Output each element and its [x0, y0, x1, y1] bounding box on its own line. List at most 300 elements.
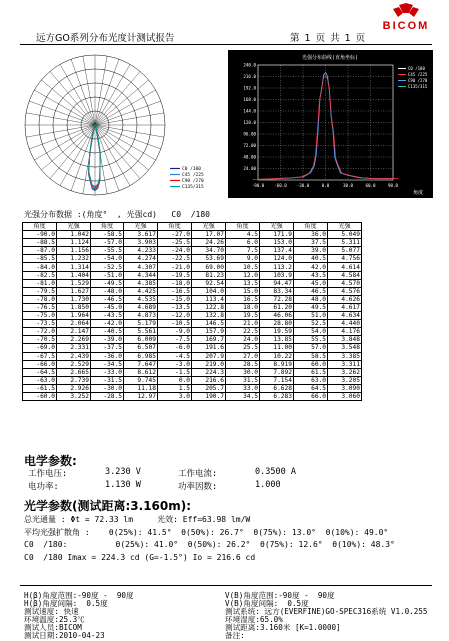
table-cell: 1.964	[57, 312, 91, 320]
table-cell: -19.5	[158, 271, 192, 279]
table-cell: -58.5	[91, 231, 124, 239]
rect-x-tick: -30.0	[296, 183, 310, 188]
table-cell: 4.689	[124, 303, 158, 311]
table-cell: -61.5	[23, 384, 57, 392]
table-cell: -9.0	[158, 328, 192, 336]
rect-y-tick: 144.0	[243, 108, 256, 114]
table-cell: 4.756	[328, 255, 362, 263]
table-cell: -22.5	[158, 255, 192, 263]
table-cell: 2.739	[57, 376, 91, 384]
table-cell: 224.3	[192, 368, 226, 376]
table-cell: 3.617	[124, 231, 158, 239]
table-cell: 52.5	[294, 320, 328, 328]
table-cell: 1.404	[57, 271, 91, 279]
table-cell: 30.0	[226, 368, 260, 376]
table-cell: 7.154	[260, 376, 294, 384]
rect-x-label: 角度	[412, 190, 424, 196]
table-cell: -75.0	[23, 312, 57, 320]
table-cell: 4.344	[124, 271, 158, 279]
table-header-cell: 角度	[226, 223, 260, 231]
table-cell: 1.627	[57, 287, 91, 295]
voltage-label: 工作电压:	[28, 469, 68, 479]
table-cell: 124.0	[260, 255, 294, 263]
table-row	[23, 336, 362, 344]
table-cell: 11.18	[124, 384, 158, 392]
table-cell: 4.535	[124, 295, 158, 303]
table-cell: -16.5	[158, 287, 192, 295]
table-row	[23, 239, 362, 247]
table-cell: 40.5	[294, 255, 328, 263]
table-cell: 9.745	[124, 376, 158, 384]
rect-y-tick: 168.0	[243, 97, 256, 102]
polar-legend-label: C135/315	[182, 185, 204, 190]
table-cell: 46.06	[260, 312, 294, 320]
table-cell: -70.5	[23, 336, 57, 344]
table-cell: 58.5	[294, 352, 328, 360]
table-cell: 83.34	[260, 287, 294, 295]
table-cell: 4.307	[124, 263, 158, 271]
footer-right-1: V(B)角度间隔: 0.5度	[225, 599, 309, 608]
table-cell: 2.147	[57, 328, 91, 336]
current-label: 工作电流:	[178, 469, 218, 479]
table-cell: 43.5	[294, 271, 328, 279]
footer-left-1: H(β)角度间隔: 0.5度	[24, 599, 108, 608]
table-cell: 55.5	[294, 336, 328, 344]
table-cell: 81.23	[192, 271, 226, 279]
table-cell: 207.9	[192, 352, 226, 360]
table-cell: 4.385	[124, 279, 158, 287]
rect-y-tick: 216.0	[243, 74, 256, 79]
table-cell: -48.0	[91, 287, 124, 295]
table-cell: 22.5	[226, 328, 260, 336]
rect-legend-label: C90 /270	[408, 78, 428, 83]
table-cell: -7.5	[158, 336, 192, 344]
table-row	[23, 295, 362, 303]
table-row	[23, 247, 362, 255]
table-cell: -24.0	[158, 247, 192, 255]
total-flux-line: 总光通量 : Φt = 72.33 lm 光效: Eff=63.98 lm/W	[24, 515, 251, 524]
table-cell: -54.0	[91, 255, 124, 263]
footer-divider	[20, 585, 432, 586]
table-cell: 94.47	[260, 279, 294, 287]
table-cell: 34.70	[192, 247, 226, 255]
table-cell: 7.647	[124, 360, 158, 368]
table-cell: 2.269	[57, 336, 91, 344]
table-cell: -49.5	[91, 279, 124, 287]
table-cell: -40.5	[91, 328, 124, 336]
table-cell: 2.926	[57, 384, 91, 392]
table-cell: -27.0	[158, 231, 192, 239]
table-cell: 28.80	[260, 320, 294, 328]
table-cell: 3.252	[57, 392, 91, 400]
table-cell: 6.507	[124, 344, 158, 352]
table-cell: -84.0	[23, 263, 57, 271]
footer-right-2: 测试系统: 远方(EVERFINE)GO-SPEC316系统 V1.0.255	[225, 607, 428, 616]
table-cell: -30.0	[91, 384, 124, 392]
table-cell: 28.5	[226, 360, 260, 368]
table-cell: 4.233	[124, 247, 158, 255]
table-cell: 169.7	[192, 336, 226, 344]
rect-chart-background	[228, 50, 433, 198]
polar-legend-label: C0 /180	[182, 167, 201, 172]
table-cell: -69.0	[23, 344, 57, 352]
table-header-cell: 光强	[192, 223, 226, 231]
rect-x-tick: 90.0	[387, 183, 399, 188]
table-cell: -79.5	[23, 287, 57, 295]
table-cell: 2.665	[57, 368, 91, 376]
table-cell: 66.0	[294, 392, 328, 400]
table-cell: 72.28	[260, 295, 294, 303]
table-row	[23, 231, 362, 239]
table-cell: 3.848	[328, 336, 362, 344]
rect-chart-title: 光强分布曲线(直角坐标)	[301, 55, 359, 61]
table-cell: 2.529	[57, 360, 91, 368]
table-cell: 1.5	[158, 384, 192, 392]
table-cell: 2.439	[57, 352, 91, 360]
table-cell: 137.4	[260, 247, 294, 255]
table-cell: 103.9	[260, 271, 294, 279]
table-cell: -87.0	[23, 247, 57, 255]
table-cell: 3.548	[328, 344, 362, 352]
table-cell: -6.0	[158, 344, 192, 352]
c0-beam-angle-line: C0 /180: θ(25%): 41.0° θ(50%): 26.2° θ(75%): 12.6° θ(10%): 48.3°	[24, 540, 395, 549]
table-cell: 2.331	[57, 344, 91, 352]
table-cell: 3.205	[328, 376, 362, 384]
table-cell: 51.0	[294, 312, 328, 320]
table-cell: 42.0	[294, 263, 328, 271]
table-row	[23, 263, 362, 271]
bicom-logo	[371, 3, 441, 31]
table-cell: 157.9	[192, 328, 226, 336]
table-cell: 104.0	[192, 287, 226, 295]
table-cell: 54.0	[294, 328, 328, 336]
rect-x-tick: -90.0	[251, 183, 265, 188]
table-cell: 11.00	[260, 344, 294, 352]
table-cell: 8.612	[124, 368, 158, 376]
table-cell: -45.0	[91, 303, 124, 311]
table-cell: 216.6	[192, 376, 226, 384]
table-cell: -81.0	[23, 279, 57, 287]
table-cell: 61.5	[294, 368, 328, 376]
optical-heading: 光学参数(测试距离:3.160m):	[24, 499, 192, 513]
rect-y-tick: 24.00	[243, 166, 256, 171]
table-cell: 19.5	[226, 312, 260, 320]
table-cell: -31.5	[91, 376, 124, 384]
table-header-cell: 角度	[158, 223, 192, 231]
table-cell: 4.576	[328, 287, 362, 295]
table-row	[23, 320, 362, 328]
table-cell: 19.59	[260, 328, 294, 336]
rect-x-tick: -60.0	[274, 183, 287, 188]
table-cell: 2.064	[57, 320, 91, 328]
table-cell: 10.22	[260, 352, 294, 360]
table-cell: 6.985	[124, 352, 158, 360]
table-cell: -78.0	[23, 295, 57, 303]
power-label: 电功率:	[28, 482, 59, 492]
table-cell: 46.5	[294, 287, 328, 295]
header-divider	[20, 44, 432, 45]
table-cell: 6.628	[260, 384, 294, 392]
table-cell: 4.873	[124, 312, 158, 320]
rect-legend-label: C45 /225	[408, 72, 428, 77]
table-cell: -52.5	[91, 263, 124, 271]
table-header-cell: 光强	[57, 223, 91, 231]
rect-y-tick: 72.00	[243, 143, 256, 148]
table-cell: 122.8	[192, 303, 226, 311]
table-cell: 48.0	[294, 295, 328, 303]
table-cell: 10.5	[226, 263, 260, 271]
table-cell: -82.5	[23, 271, 57, 279]
table-cell: 7.5	[226, 247, 260, 255]
page-number: 第 1 页 共 1 页	[290, 33, 367, 44]
table-cell: 21.0	[226, 320, 260, 328]
polar-legend-label: C45 /225	[182, 173, 204, 178]
table-cell: -15.0	[158, 295, 192, 303]
table-cell: 3.311	[328, 360, 362, 368]
table-cell: 1.529	[57, 279, 91, 287]
table-cell: 6.009	[124, 336, 158, 344]
table-cell: 3.903	[124, 239, 158, 247]
table-cell: 1.850	[57, 303, 91, 311]
table-cell: -39.0	[91, 336, 124, 344]
table-cell: 205.7	[192, 384, 226, 392]
table-header-row	[23, 223, 362, 231]
table-cell: 5.561	[124, 328, 158, 336]
table-cell: 5.049	[328, 231, 362, 239]
table-row	[23, 328, 362, 336]
table-cell: -36.0	[91, 352, 124, 360]
table-cell: -42.0	[91, 320, 124, 328]
table-cell: 13.85	[260, 336, 294, 344]
table-cell: 49.5	[294, 303, 328, 311]
table-cell: 18.0	[226, 303, 260, 311]
table-cell: 63.0	[294, 376, 328, 384]
avg-beam-angle-line: 平均光强扩散角 : θ(25%): 41.5° θ(50%): 26.7° θ(75%): 13.0° θ(10%): 49.0°	[24, 528, 389, 537]
table-header-cell: 光强	[260, 223, 294, 231]
table-cell: -76.5	[23, 303, 57, 311]
table-cell: 4.274	[124, 255, 158, 263]
table-cell: 1.156	[57, 247, 91, 255]
footer-right-0: V(B)角度范围:-90度 - 90度	[225, 591, 335, 600]
table-header-cell: 光强	[124, 223, 158, 231]
table-cell: 4.176	[328, 328, 362, 336]
table-cell: 113.4	[192, 295, 226, 303]
table-cell: -72.0	[23, 328, 57, 336]
table-cell: 6.0	[226, 239, 260, 247]
table-cell: 92.54	[192, 279, 226, 287]
table-cell: 9.0	[226, 255, 260, 263]
footer-left-2: 测试速度: 快速	[24, 607, 79, 616]
table-cell: -12.0	[158, 312, 192, 320]
table-cell: 60.0	[294, 360, 328, 368]
table-cell: 132.8	[192, 312, 226, 320]
footer-left-0: H(β)角度范围:-90度 - 90度	[24, 591, 134, 600]
table-cell: 4.634	[328, 312, 362, 320]
table-cell: 1.314	[57, 263, 91, 271]
rect-y-tick: 96.00	[243, 131, 256, 137]
table-cell: -43.5	[91, 312, 124, 320]
polar-legend	[170, 166, 204, 190]
table-cell: -57.0	[91, 239, 124, 247]
table-cell: 4.626	[328, 295, 362, 303]
table-cell: 5.311	[328, 239, 362, 247]
rect-y-tick: 192.0	[243, 85, 256, 91]
table-cell: 4.614	[328, 263, 362, 271]
table-cell: 3.060	[328, 392, 362, 400]
table-header-cell: 角度	[91, 223, 124, 231]
table-cell: 24.0	[226, 336, 260, 344]
table-cell: 15.0	[226, 287, 260, 295]
table-cell: 4.584	[328, 271, 362, 279]
table-cell: 12.0	[226, 271, 260, 279]
table-cell: 17.07	[192, 231, 226, 239]
table-cell: 5.077	[328, 247, 362, 255]
table-cell: 24.26	[192, 239, 226, 247]
table-cell: 36.0	[294, 231, 328, 239]
rect-legend-label: C135/315	[408, 84, 428, 89]
table-row	[23, 255, 362, 263]
table-row	[23, 360, 362, 368]
table-cell: -66.0	[23, 360, 57, 368]
rect-x-tick: 0.0	[321, 183, 330, 188]
svg-text:BICOM: BICOM	[382, 20, 430, 31]
table-cell: -1.5	[158, 368, 192, 376]
imax-line: C0 /180 Imax = 224.3 cd (G=-1.5°) Io = 216.6 cd	[24, 553, 256, 562]
table-cell: 31.5	[226, 376, 260, 384]
table-cell: 8.919	[260, 360, 294, 368]
table-cell: 5.179	[124, 320, 158, 328]
table-cell: 25.5	[226, 344, 260, 352]
table-cell: 171.9	[260, 231, 294, 239]
polar-intensity-chart	[20, 52, 220, 202]
table-row	[23, 376, 362, 384]
table-cell: 1.042	[57, 231, 91, 239]
table-cell: -73.5	[23, 320, 57, 328]
table-cell: 45.0	[294, 279, 328, 287]
table-cell: 39.0	[294, 247, 328, 255]
footer-left-5: 测试日期:2010-04-23	[24, 631, 105, 640]
table-row	[23, 392, 362, 400]
table-cell: 1.232	[57, 255, 91, 263]
electrical-heading: 电学参数:	[24, 454, 77, 468]
table-cell: -67.5	[23, 352, 57, 360]
table-cell: 191.6	[192, 344, 226, 352]
rect-intensity-chart	[228, 50, 433, 198]
table-cell: 4.440	[328, 320, 362, 328]
intensity-data-table	[22, 222, 362, 401]
table-cell: 69.00	[192, 263, 226, 271]
rect-y-tick: 120.0	[243, 120, 256, 125]
table-row	[23, 287, 362, 295]
table-cell: 3.0	[158, 392, 192, 400]
rect-x-tick: 30.0	[342, 183, 354, 188]
table-row	[23, 279, 362, 287]
table-cell: -90.0	[23, 231, 57, 239]
table-cell: 4.425	[124, 287, 158, 295]
table-cell: 34.5	[226, 392, 260, 400]
table-cell: 64.5	[294, 384, 328, 392]
table-cell: -18.0	[158, 279, 192, 287]
table-cell: -4.5	[158, 352, 192, 360]
voltage-value: 3.230 V	[105, 467, 141, 477]
table-row	[23, 352, 362, 360]
power-factor-label: 功率因数:	[178, 482, 218, 492]
rect-y-tick: 240.0	[243, 62, 256, 68]
table-cell: 113.2	[260, 263, 294, 271]
table-row	[23, 303, 362, 311]
table-row	[23, 384, 362, 392]
table-cell: -88.5	[23, 239, 57, 247]
rect-y-tick: 48.00	[243, 154, 256, 160]
table-cell: 1.124	[57, 239, 91, 247]
table-cell: 3.090	[328, 384, 362, 392]
table-cell: -64.5	[23, 368, 57, 376]
table-cell: -3.0	[158, 360, 192, 368]
table-cell: -34.5	[91, 360, 124, 368]
footer-left-4: 测试人员:BICOM	[24, 623, 82, 632]
table-cell: 13.5	[226, 279, 260, 287]
distribution-heading: 光强分布数据 :(角度° , 光强cd) C0 /180	[24, 210, 210, 219]
rect-x-tick: 60.0	[365, 183, 376, 188]
table-cell: 3.385	[328, 352, 362, 360]
table-cell: -21.0	[158, 263, 192, 271]
table-cell: 146.5	[192, 320, 226, 328]
table-cell: 6.283	[260, 392, 294, 400]
power-value: 1.130 W	[105, 480, 141, 490]
table-cell: 33.0	[226, 384, 260, 392]
table-cell: 12.97	[124, 392, 158, 400]
report-title: 远方GO系列分布光度计测试报告	[36, 33, 175, 44]
table-cell: 57.0	[294, 344, 328, 352]
table-cell: 27.0	[226, 352, 260, 360]
table-cell: 3.262	[328, 368, 362, 376]
table-cell: 1.730	[57, 295, 91, 303]
table-cell: 37.5	[294, 239, 328, 247]
table-header-cell: 角度	[23, 223, 57, 231]
table-cell: -33.0	[91, 368, 124, 376]
table-cell: 61.20	[260, 303, 294, 311]
table-cell: 153.0	[260, 239, 294, 247]
table-cell: -63.0	[23, 376, 57, 384]
table-cell: -10.5	[158, 320, 192, 328]
footer-right-4: 测试距离:3.160米 [K=1.0000]	[225, 623, 341, 632]
table-cell: -46.5	[91, 295, 124, 303]
table-cell: -28.5	[91, 392, 124, 400]
table-header-cell: 光强	[328, 223, 362, 231]
table-row	[23, 312, 362, 320]
table-cell: 219.0	[192, 360, 226, 368]
power-factor-value: 1.000	[255, 480, 281, 490]
table-row	[23, 368, 362, 376]
footer-right-5: 备注:	[225, 631, 245, 640]
table-cell: -13.5	[158, 303, 192, 311]
footer-right-3: 环境湿度:65.0%	[225, 615, 283, 624]
polar-legend-label: C90 /270	[182, 179, 204, 184]
rect-legend-label: C0 /180	[408, 66, 425, 71]
table-cell: 7.892	[260, 368, 294, 376]
current-value: 0.3500 A	[255, 467, 296, 477]
table-cell: 190.7	[192, 392, 226, 400]
table-cell: 0.0	[158, 376, 192, 384]
table-header-cell: 角度	[294, 223, 328, 231]
table-cell: -85.5	[23, 255, 57, 263]
table-cell: -55.5	[91, 247, 124, 255]
table-cell: -60.0	[23, 392, 57, 400]
table-row	[23, 344, 362, 352]
footer-left-3: 环境温度:25.3℃	[24, 615, 85, 624]
table-cell: 53.69	[192, 255, 226, 263]
table-cell: -37.5	[91, 344, 124, 352]
